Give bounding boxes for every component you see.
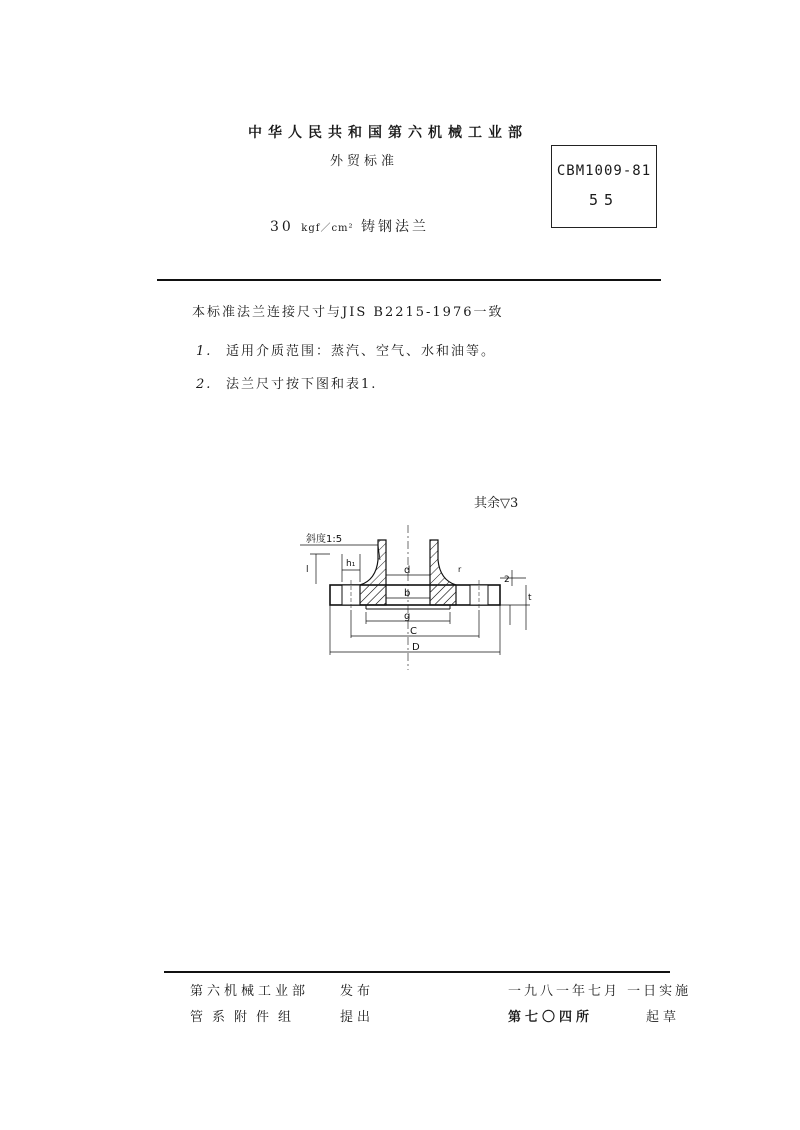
draft-action: 起草 (646, 1010, 681, 1025)
document-title (270, 216, 429, 236)
drafter: 第七〇四所 (508, 1010, 594, 1025)
dim-left-height: l (306, 565, 309, 575)
dim-b: b (404, 588, 411, 599)
dim-C: C (410, 626, 417, 637)
dim-right-height: 2 (504, 575, 510, 585)
dim-t: t (528, 593, 532, 603)
intro-text: 本标准法兰连接尺寸与JIS B2215-1976一致 (192, 305, 504, 320)
flange-drawing (290, 520, 540, 670)
title-unit: kgf／cm² (301, 223, 354, 234)
issuing-ministry: 中华人民共和国第六机械工业部 (248, 125, 528, 141)
title-text: 铸钢法兰 (361, 219, 429, 235)
clause-2-text: 法兰尺寸按下图和表1. (226, 377, 378, 392)
taper-label: 斜度1:5 (306, 534, 343, 545)
standard-type: 外贸标准 (330, 154, 399, 169)
clause-1 (196, 340, 496, 359)
dim-h1: h₁ (346, 559, 356, 569)
implementation-date: 一九八一年七月 一日实施 (508, 984, 692, 999)
footer-divider (164, 971, 670, 973)
header-divider (157, 279, 661, 281)
propose-action: 提出 (340, 1010, 375, 1025)
proposer: 管系附件组 (190, 1010, 301, 1025)
standard-code: CBM1009-81 (556, 163, 652, 179)
dim-r: r (458, 565, 462, 574)
surface-finish-note: 其余▽3 (474, 496, 519, 511)
clause-2-number: 2. (196, 377, 213, 392)
standard-number-box (551, 145, 657, 228)
dim-D: D (412, 642, 420, 653)
dim-g: g (404, 611, 411, 622)
standard-page-number: 55 (588, 191, 620, 209)
issuer: 第六机械工业部 (190, 984, 310, 999)
issue-action: 发布 (340, 984, 375, 999)
title-pressure: 30 (270, 219, 294, 235)
clause-1-text: 适用介质范围：蒸汽、空气、水和油等。 (226, 344, 497, 359)
clause-2 (196, 373, 377, 392)
dim-d: d (404, 565, 411, 576)
clause-1-number: 1. (196, 344, 213, 359)
